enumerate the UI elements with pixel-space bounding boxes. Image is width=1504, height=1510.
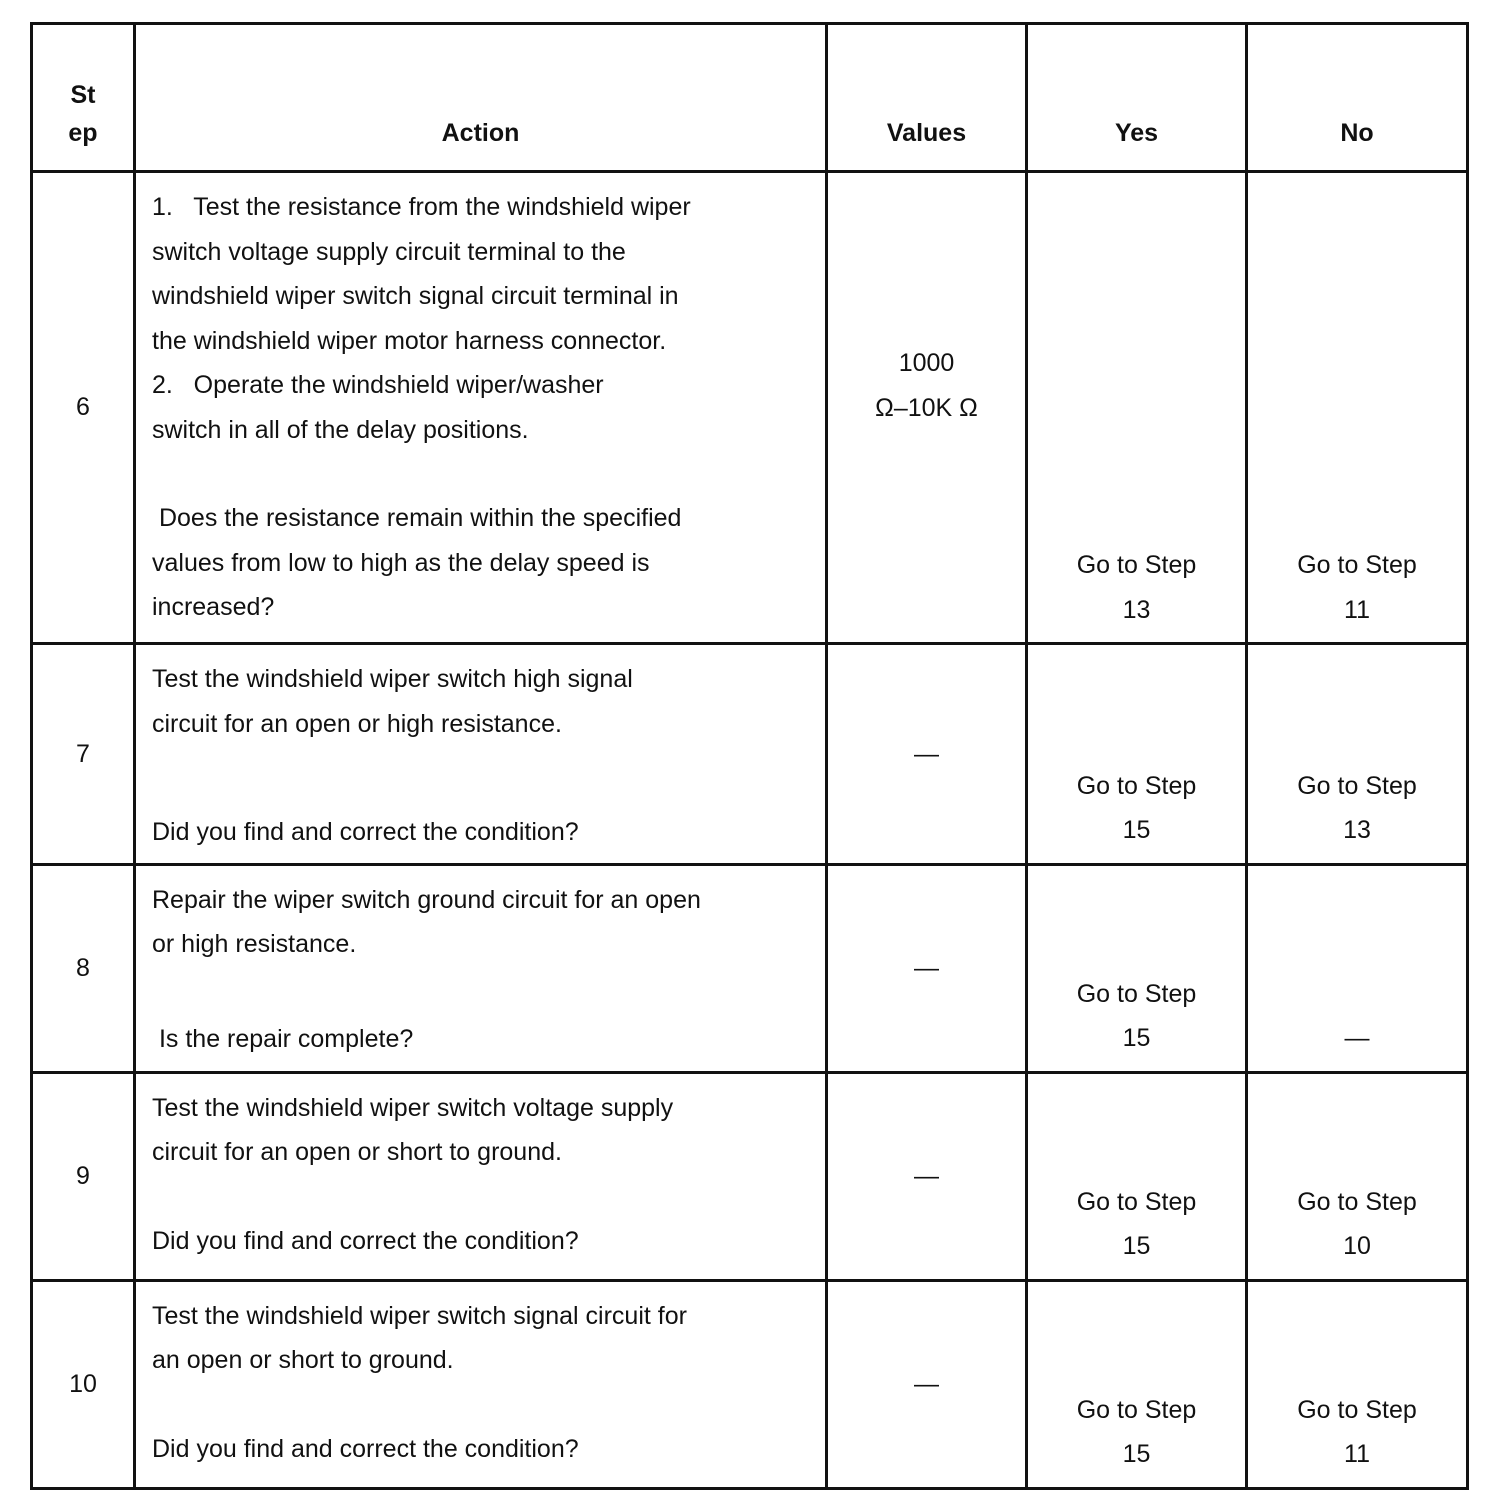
question-line: Does the resistance remain within the specified — [152, 504, 682, 532]
values-cell: — — [827, 1280, 1027, 1488]
no-cell — [1247, 864, 1468, 1072]
action-line: Test the windshield wiper switch high signal — [152, 665, 633, 693]
table-row — [32, 864, 1468, 1072]
question-line: increased? — [152, 593, 275, 621]
header-no: No — [1247, 24, 1468, 172]
question-line: values from low to high as the delay speed is — [152, 548, 650, 577]
no-goto-step: 11 — [1344, 595, 1370, 624]
action-cell — [135, 1072, 827, 1280]
table-row — [32, 1072, 1468, 1280]
table-row — [32, 172, 1468, 644]
diagnostic-table — [30, 22, 1469, 1490]
values-cell: — — [827, 864, 1027, 1072]
yes-goto-label: Go to Step — [1076, 1187, 1197, 1216]
no-goto-step: 11 — [1344, 1440, 1370, 1468]
action-cell — [135, 1280, 827, 1488]
no-cell — [1247, 172, 1468, 644]
no-goto-step: 13 — [1343, 816, 1371, 844]
no-cell — [1247, 1072, 1468, 1280]
yes-cell — [1027, 644, 1247, 865]
values-cell — [827, 172, 1027, 644]
header-action: Action — [135, 24, 827, 172]
yes-goto-step: 15 — [1122, 1024, 1151, 1052]
action-line: switch in all of the delay positions. — [152, 415, 529, 444]
action-line: an open or short to ground. — [152, 1346, 454, 1374]
no-goto-label: Go to Step — [1297, 1187, 1417, 1216]
values-wrap — [828, 341, 1025, 430]
header-yes: Yes — [1027, 24, 1247, 172]
no-goto-step: 10 — [1343, 1232, 1371, 1260]
values-cell: — — [827, 644, 1027, 865]
step-number: 6 — [32, 172, 135, 644]
no-goto-dash: — — [1344, 1024, 1370, 1052]
no-goto-label: Go to Step — [1297, 1395, 1417, 1424]
action-cell — [135, 172, 827, 644]
values-cell: — — [827, 1072, 1027, 1280]
question-line: Did you find and correct the condition? — [152, 1434, 579, 1463]
spacer — [152, 452, 795, 496]
yes-goto-label: Go to Step — [1076, 1395, 1197, 1424]
question-line: Did you find and correct the condition? — [152, 1226, 579, 1255]
action-line: circuit for an open or short to ground. — [152, 1138, 562, 1166]
header-step-line2: ep — [68, 119, 98, 147]
yes-cell — [1027, 1280, 1247, 1488]
action-line: circuit for an open or high resistance. — [152, 709, 562, 738]
no-cell — [1247, 1280, 1468, 1488]
no-goto-label: Go to Step — [1297, 551, 1417, 579]
header-values: Values — [827, 24, 1027, 172]
spacer — [152, 1383, 795, 1427]
action-line: switch voltage supply circuit terminal to the — [152, 237, 626, 266]
yes-cell — [1027, 1072, 1247, 1280]
step-number: 10 — [32, 1280, 135, 1488]
header-step — [32, 24, 135, 172]
yes-cell — [1027, 864, 1247, 1072]
spacer — [152, 1175, 795, 1219]
header-row — [32, 24, 1468, 172]
values-line: 1000 — [898, 349, 955, 377]
yes-goto-step: 13 — [1122, 595, 1151, 624]
no-goto-label: Go to Step — [1297, 771, 1417, 800]
question-line: Is the repair complete? — [152, 1024, 414, 1053]
step-number: 9 — [32, 1072, 135, 1280]
yes-cell — [1027, 172, 1247, 644]
action-line: Test the windshield wiper switch signal circuit for — [152, 1301, 687, 1330]
yes-goto-step: 15 — [1122, 1440, 1151, 1468]
table-row — [32, 644, 1468, 865]
action-line: Test the windshield wiper switch voltage supply — [152, 1093, 674, 1122]
yes-goto-label: Go to Step — [1076, 771, 1197, 800]
yes-goto-step: 15 — [1122, 1232, 1151, 1260]
action-line: windshield wiper switch signal circuit terminal in — [152, 282, 679, 310]
header-step-line1: St — [70, 81, 96, 109]
step-number: 7 — [32, 644, 135, 865]
action-line: or high resistance. — [152, 930, 357, 958]
action-line: 2. Operate the windshield wiper/washer — [152, 371, 604, 399]
spacer — [152, 967, 795, 1017]
step-number: 8 — [32, 864, 135, 1072]
action-line: Repair the wiper switch ground circuit for an open — [152, 885, 701, 914]
action-line: the windshield wiper motor harness connector. — [152, 326, 667, 355]
no-cell — [1247, 644, 1468, 865]
values-line: Ω–10K Ω — [875, 393, 978, 422]
spacer — [152, 746, 795, 810]
yes-goto-label: Go to Step — [1076, 979, 1197, 1008]
yes-goto-step: 15 — [1122, 816, 1151, 844]
yes-goto-label: Go to Step — [1076, 551, 1197, 579]
action-cell — [135, 864, 827, 1072]
table-row — [32, 1280, 1468, 1488]
action-cell — [135, 644, 827, 865]
action-line: 1. Test the resistance from the windshield wiper — [152, 193, 691, 221]
question-line: Did you find and correct the condition? — [152, 818, 579, 846]
